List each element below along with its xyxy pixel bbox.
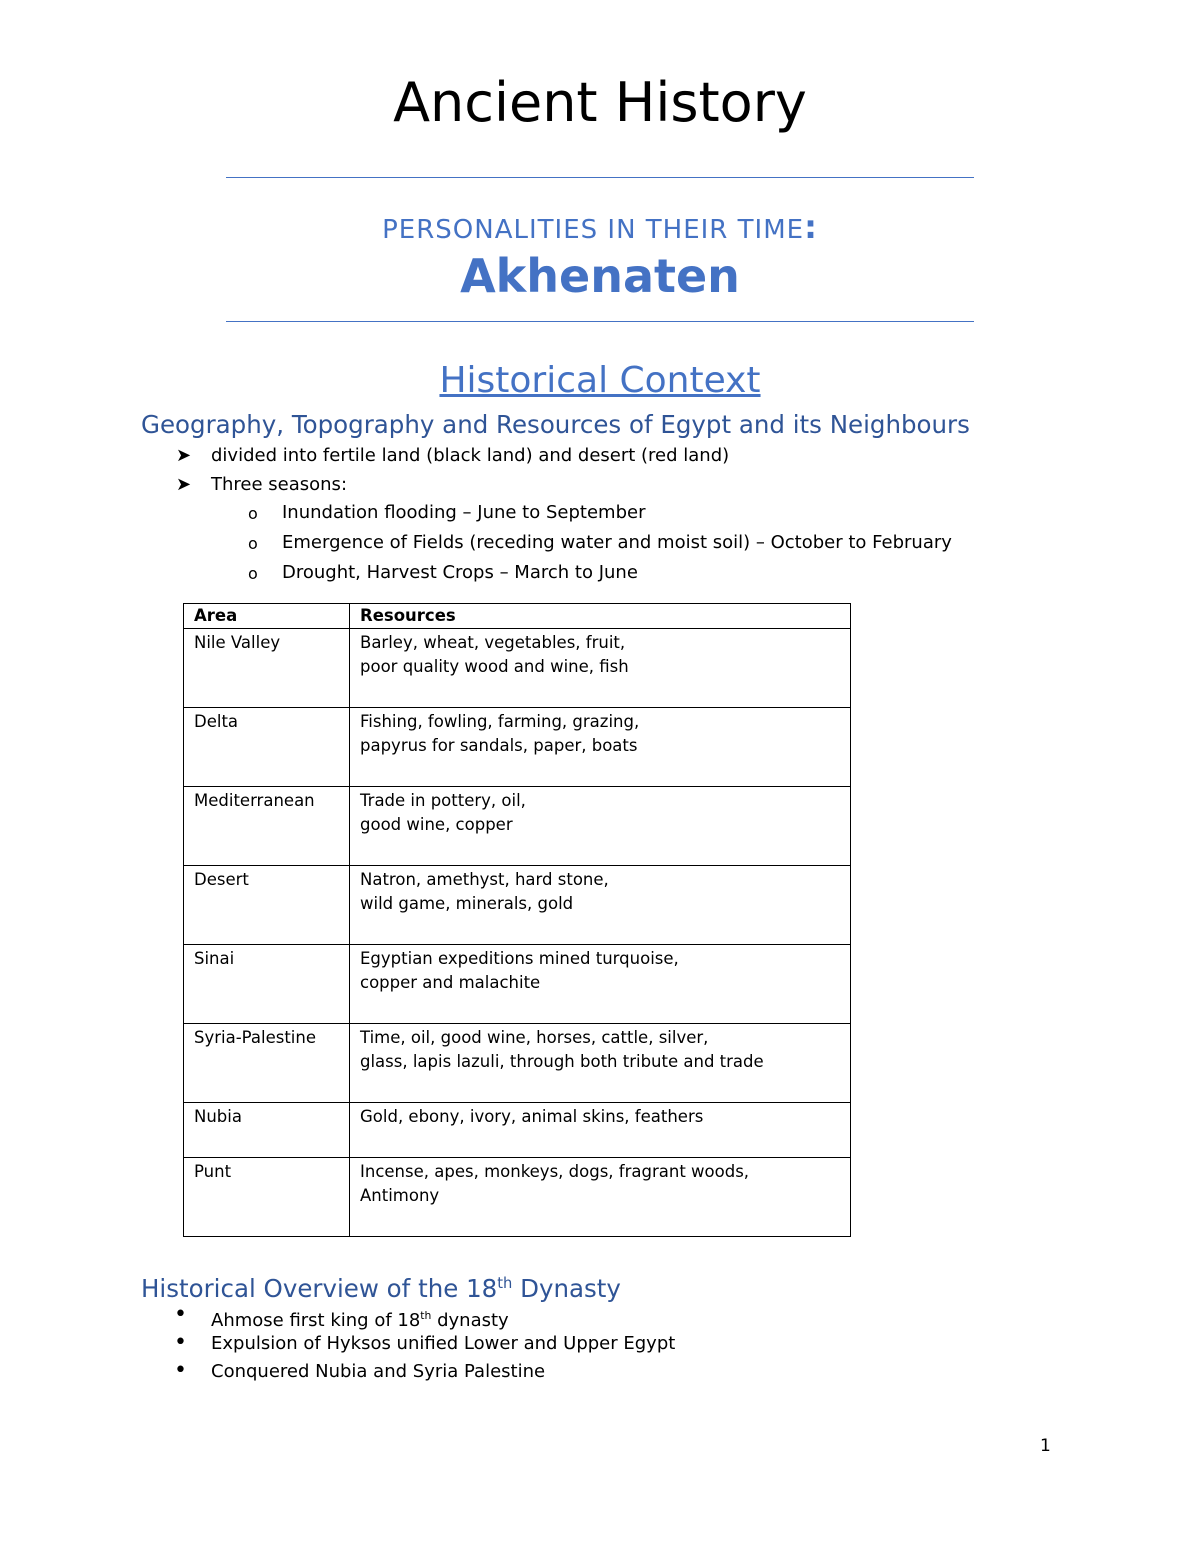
resources-line: Natron, amethyst, hard stone, — [360, 870, 609, 889]
resources-line: Incense, apes, monkeys, dogs, fragrant woods, — [360, 1162, 750, 1181]
area-cell: Desert — [184, 866, 350, 945]
arrow-bullet-icon: ➤ — [176, 445, 192, 466]
resources-line: Gold, ebony, ivory, animal skins, feathers — [360, 1107, 704, 1126]
overview-item — [211, 1303, 509, 1334]
bullet-dot-icon: • — [174, 1358, 187, 1383]
table-row — [184, 1024, 851, 1103]
circle-bullet-icon: o — [248, 504, 258, 523]
area-cell: Nile Valley — [184, 629, 350, 708]
resources-table — [183, 603, 851, 1237]
area-cell: Delta — [184, 708, 350, 787]
area-cell: Punt — [184, 1158, 350, 1237]
season-item: Emergence of Fields (receding water and moist soil) – October to February — [282, 532, 952, 553]
resources-cell — [350, 1103, 851, 1158]
table-row — [184, 629, 851, 708]
overview-item-suffix: dynasty — [431, 1310, 509, 1331]
season-item: Inundation flooding – June to September — [282, 502, 646, 523]
resources-cell — [350, 787, 851, 866]
area-cell: Sinai — [184, 945, 350, 1024]
overview-heading-suffix: Dynasty — [512, 1274, 621, 1304]
resources-line: Antimony — [360, 1186, 440, 1205]
table-header-area: Area — [184, 604, 350, 629]
section-title: Historical Context — [439, 360, 761, 401]
geography-heading: Geography, Topography and Resources of Egypt and its Neighbours — [141, 410, 970, 439]
document-title: Ancient History — [393, 71, 807, 134]
resources-line: good wine, copper — [360, 815, 513, 834]
overview-item: Conquered Nubia and Syria Palestine — [211, 1361, 546, 1382]
subtitle-colon: : — [804, 208, 818, 246]
circle-bullet-icon: o — [248, 564, 258, 583]
table-row — [184, 945, 851, 1024]
resources-line: glass, lapis lazuli, through both tribute and trade — [360, 1052, 764, 1071]
resources-cell — [350, 945, 851, 1024]
resources-cell — [350, 708, 851, 787]
title-top-rule — [226, 177, 974, 178]
resources-cell — [350, 1024, 851, 1103]
bullet-dot-icon: • — [174, 1302, 187, 1327]
table-row — [184, 708, 851, 787]
resources-line: papyrus for sandals, paper, boats — [360, 736, 638, 755]
geography-bullet-1: divided into fertile land (black land) and desert (red land) — [211, 445, 730, 466]
arrow-bullet-icon: ➤ — [176, 474, 192, 495]
resources-line: Time, oil, good wine, horses, cattle, silver, — [360, 1028, 709, 1047]
resources-line: Barley, wheat, vegetables, fruit, — [360, 633, 626, 652]
overview-heading-text: Historical Overview of the 18 — [141, 1274, 498, 1304]
overview-item-text: Ahmose first king of 18 — [211, 1310, 421, 1331]
page-number: 1 — [1040, 1436, 1051, 1456]
table-header-row — [184, 604, 851, 629]
resources-line: Trade in pottery, oil, — [360, 791, 526, 810]
overview-item: Expulsion of Hyksos unified Lower and Upper Egypt — [211, 1333, 676, 1354]
title-bottom-rule — [226, 321, 974, 322]
personality-name: Akhenaten — [460, 249, 740, 303]
resources-line: Egyptian expeditions mined turquoise, — [360, 949, 679, 968]
resources-cell — [350, 629, 851, 708]
resources-line: copper and malachite — [360, 973, 541, 992]
table-row — [184, 1103, 851, 1158]
resources-cell — [350, 866, 851, 945]
bullet-dot-icon: • — [174, 1330, 187, 1355]
season-item: Drought, Harvest Crops – March to June — [282, 562, 638, 583]
table-row — [184, 1158, 851, 1237]
document-subtitle — [0, 208, 1200, 249]
resources-line: poor quality wood and wine, fish — [360, 657, 629, 676]
table-row — [184, 866, 851, 945]
table-row — [184, 787, 851, 866]
overview-heading-sup: th — [497, 1275, 513, 1292]
circle-bullet-icon: o — [248, 534, 258, 553]
resources-line: wild game, minerals, gold — [360, 894, 574, 913]
area-cell: Nubia — [184, 1103, 350, 1158]
overview-item-sup: th — [420, 1309, 432, 1322]
geography-bullet-2: Three seasons: — [211, 474, 348, 495]
resources-line: Fishing, fowling, farming, grazing, — [360, 712, 640, 731]
table-header-resources: Resources — [350, 604, 851, 629]
area-cell: Mediterranean — [184, 787, 350, 866]
subtitle-text: PERSONALITIES IN THEIR TIME — [382, 215, 805, 245]
area-cell: Syria-Palestine — [184, 1024, 350, 1103]
overview-heading — [141, 1268, 1041, 1305]
resources-cell — [350, 1158, 851, 1237]
